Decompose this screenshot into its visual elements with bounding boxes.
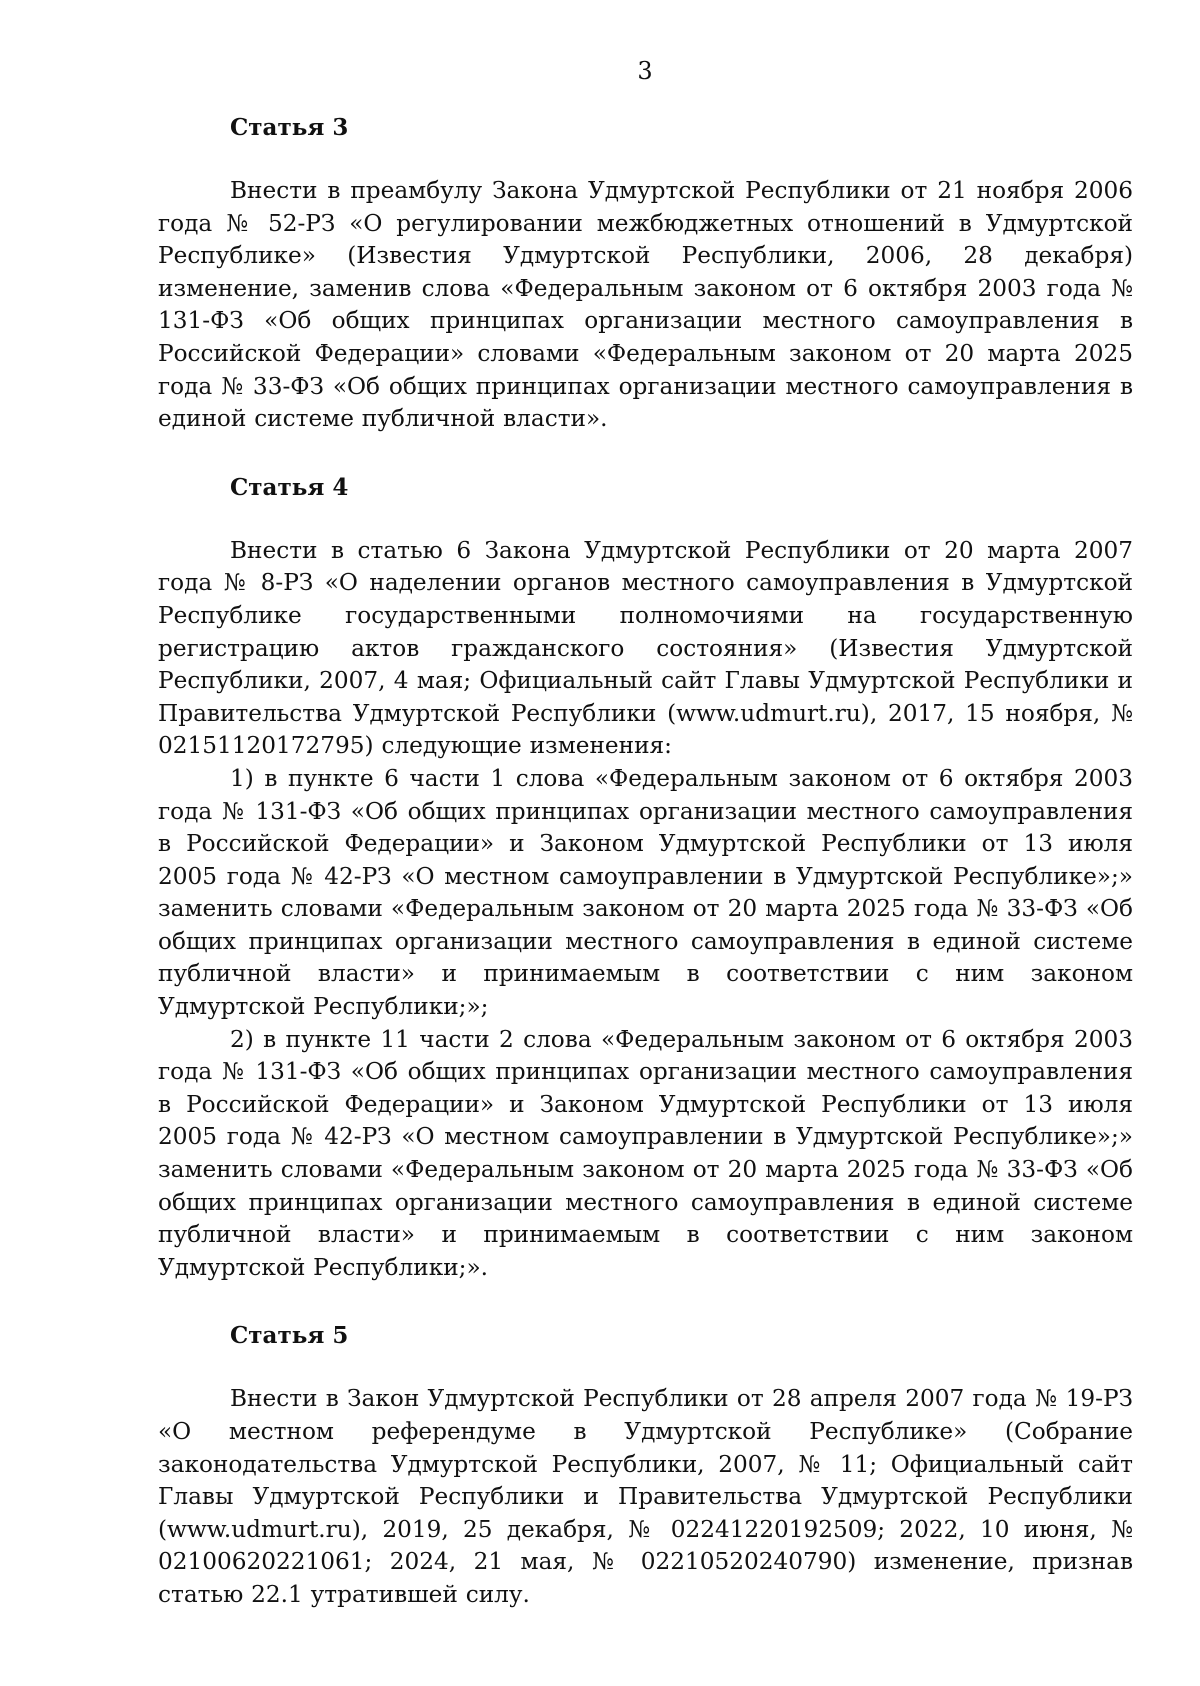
article-paragraph: Внести в преамбулу Закона Удмуртской Республики от 21 ноября 2006 года № 52-РЗ «О регулировании межбюджетных отношений в Удмуртской Республике» (Известия Удмуртской Республики, 2006, 28 декабря) изменение, заменив слова «Федеральным законом от 6 октября 2003 года № 131-ФЗ «Об общих принципах организации местного самоуправления в Российской Федерации» словами «Федеральным законом от 20 марта 2025 года № 33-ФЗ «Об общих принципах организации местного самоуправления в единой системе публичной власти». xyxy=(158,177,1133,433)
article-heading: Статья 3 xyxy=(230,114,349,141)
article-heading: Статья 5 xyxy=(230,1322,349,1350)
article-5 xyxy=(158,1320,1133,1611)
article-heading: Статья 4 xyxy=(230,473,349,501)
document-body xyxy=(158,112,1133,1612)
article-4 xyxy=(158,472,1133,1285)
article-3 xyxy=(158,112,1133,436)
article-paragraph: Внести в статью 6 Закона Удмуртской Республики от 20 марта 2007 года № 8-РЗ «О наделении органов местного самоуправления в Удмуртской Республике государственными полномочиями на государственную регистрацию актов гражданского состояния» (Известия Удмуртской Республики, 2007, 4 мая; Официальный сайт Главы Удмуртской Республики и Правительства Удмуртской Республики (www.udmurt.ru), 2017, 15 ноября, № 02151120172795) следующие изменения: xyxy=(158,536,1133,760)
article-paragraph: 1) в пункте 6 части 1 слова «Федеральным законом от 6 октября 2003 года № 131-ФЗ «Об общих принципах организации местного самоуправления в Российской Федерации» и Законом Удмуртской Республики от 13 июля 2005 года № 42-РЗ «О местном самоуправлении в Удмуртской Республике»;» заменить словами «Федеральным законом от 20 марта 2025 года № 33-ФЗ «Об общих принципах организации местного самоуправления в единой системе публичной власти» и принимаемым в соответствии с ним законом Удмуртской Республики;»; xyxy=(158,764,1133,1021)
article-paragraph: 2) в пункте 11 части 2 слова «Федеральным законом от 6 октября 2003 года № 131-ФЗ «Об общих принципах организации местного самоуправления в Российской Федерации» и Законом Удмуртской Республики от 13 июля 2005 года № 42-РЗ «О местном самоуправлении в Удмуртской Республике»;» заменить словами «Федеральным законом от 20 марта 2025 года № 33-ФЗ «Об общих принципах организации местного самоуправления в единой системе публичной власти» и принимаемым в соответствии с ним законом Удмуртской Республики;». xyxy=(158,1025,1133,1281)
article-paragraph: Внести в Закон Удмуртской Республики от 28 апреля 2007 года № 19-РЗ «О местном референдуме в Удмуртской Республике» (Собрание законодательства Удмуртской Республики, 2007, № 11; Официальный сайт Главы Удмуртской Республики и Правительства Удмуртской Республики (www.udmurt.ru), 2019, 25 декабря, № 02241220192509; 2022, 10 июня, № 02100620221061; 2024, 21 мая, № 02210520240790) изменение, признав статью 22.1 утратившей силу. xyxy=(158,1385,1133,1608)
page-number: 3 xyxy=(637,57,653,85)
